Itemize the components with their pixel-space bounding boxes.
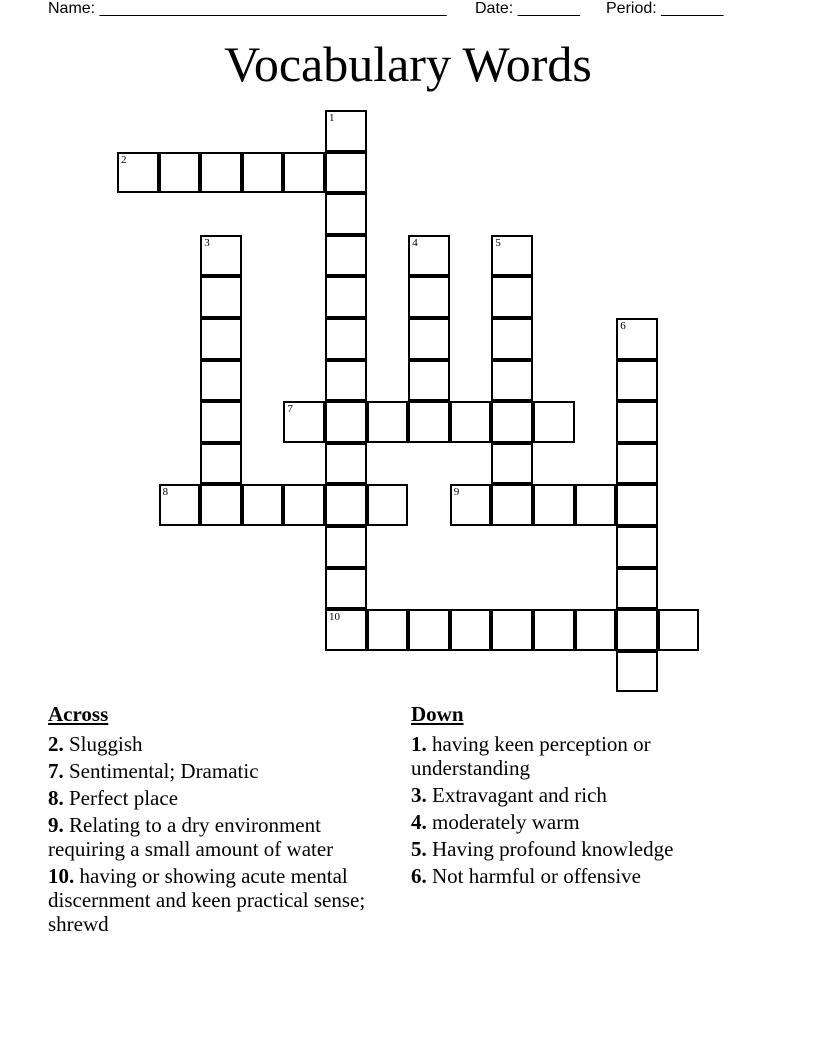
clue-across-9: 9. Relating to a dry environment requiring a small amount of water (48, 813, 334, 861)
clue-down-5: 5. Having profound knowledge (411, 837, 674, 861)
crossword-cell[interactable] (200, 484, 242, 526)
clue-across-7: 7. Sentimental; Dramatic (48, 759, 259, 783)
crossword-cell[interactable] (117, 152, 159, 194)
crossword-cell[interactable] (200, 443, 242, 485)
crossword-cell[interactable] (325, 443, 367, 485)
crossword-cell[interactable] (450, 609, 492, 651)
clue-down-3: 3. Extravagant and rich (411, 783, 607, 807)
crossword-cell[interactable] (325, 526, 367, 568)
clue-number: 2 (121, 153, 127, 166)
crossword-cell[interactable] (616, 609, 658, 651)
crossword-cell[interactable] (367, 401, 409, 443)
crossword-cell[interactable] (200, 318, 242, 360)
crossword-cell[interactable] (616, 484, 658, 526)
clue-across-8: 8. Perfect place (48, 786, 179, 810)
clue-number: 3 (204, 236, 210, 249)
clue-across-2: 2. Sluggish (48, 732, 143, 756)
crossword-cell[interactable] (200, 152, 242, 194)
crossword-cell[interactable] (491, 276, 533, 318)
crossword-cell[interactable] (658, 609, 700, 651)
clue-number: 10 (329, 611, 340, 624)
crossword-cell[interactable] (325, 401, 367, 443)
crossword-cell[interactable] (408, 401, 450, 443)
across-clues (48, 702, 393, 939)
crossword-cell[interactable] (616, 568, 658, 610)
crossword-cell[interactable] (616, 526, 658, 568)
crossword-cell[interactable] (616, 318, 658, 360)
crossword-cell[interactable] (533, 484, 575, 526)
crossword-cell[interactable] (575, 609, 617, 651)
across-heading: Across (48, 702, 109, 726)
crossword-cell[interactable] (408, 360, 450, 402)
crossword-cell[interactable] (200, 360, 242, 402)
crossword-cell[interactable] (575, 484, 617, 526)
down-clues (411, 702, 741, 891)
crossword-cell[interactable] (616, 401, 658, 443)
crossword-cell[interactable] (533, 401, 575, 443)
clue-down-6: 6. Not harmful or offensive (411, 864, 641, 888)
crossword-cell[interactable] (283, 401, 325, 443)
clue-number: 6 (620, 320, 626, 332)
crossword-cell[interactable] (200, 235, 242, 277)
clue-number: 9 (453, 486, 460, 499)
crossword-cell[interactable] (325, 193, 367, 235)
crossword-cell[interactable] (491, 401, 533, 443)
clue-down-4: 4. moderately warm (411, 810, 580, 834)
crossword-cell[interactable] (325, 609, 367, 651)
date-label: Date: _______ (475, 0, 580, 17)
crossword-cell[interactable] (325, 484, 367, 526)
crossword-cell[interactable] (200, 401, 242, 443)
crossword-cell[interactable] (367, 609, 409, 651)
period-label: Period: _______ (606, 0, 724, 17)
crossword-cell[interactable] (616, 360, 658, 402)
crossword-cell[interactable] (159, 484, 201, 526)
crossword-cell[interactable] (325, 318, 367, 360)
clue-number: 7 (287, 403, 293, 416)
crossword-cell[interactable] (200, 276, 242, 318)
crossword-cell[interactable] (159, 152, 201, 194)
crossword-cell[interactable] (450, 484, 492, 526)
crossword-cell[interactable] (408, 609, 450, 651)
crossword-cell[interactable] (325, 568, 367, 610)
clue-across-10: 10. having or showing acute mental discernment and keen practical sense; shrewd (48, 864, 366, 936)
down-heading: Down (411, 702, 464, 726)
clue-number: 5 (495, 236, 501, 249)
crossword-cell[interactable] (283, 484, 325, 526)
crossword-cell[interactable] (450, 401, 492, 443)
crossword-cell[interactable] (325, 360, 367, 402)
crossword-cell[interactable] (408, 318, 450, 360)
page-title: Vocabulary Words (224, 36, 592, 92)
clue-number: 1 (329, 112, 335, 124)
crossword-cell[interactable] (325, 110, 367, 152)
crossword-cell[interactable] (491, 443, 533, 485)
crossword-cell[interactable] (408, 235, 450, 277)
crossword-cell[interactable] (616, 443, 658, 485)
clue-down-1: 1. having keen perception or understanding (411, 732, 651, 780)
crossword-cell[interactable] (325, 276, 367, 318)
crossword-cell[interactable] (491, 318, 533, 360)
crossword-cell[interactable] (616, 651, 658, 693)
crossword-cell[interactable] (491, 235, 533, 277)
crossword-cell[interactable] (283, 152, 325, 194)
crossword-cell[interactable] (325, 235, 367, 277)
crossword-cell[interactable] (491, 609, 533, 651)
crossword-cell[interactable] (491, 360, 533, 402)
crossword-cell[interactable] (408, 276, 450, 318)
crossword-cell[interactable] (325, 152, 367, 194)
name-label: Name: _______________________________________ (48, 0, 447, 17)
crossword-cell[interactable] (242, 152, 284, 194)
clue-number: 4 (412, 236, 418, 249)
crossword-cell[interactable] (491, 484, 533, 526)
crossword-cell[interactable] (533, 609, 575, 651)
crossword-cell[interactable] (367, 484, 409, 526)
clue-number: 8 (162, 486, 169, 499)
crossword-cell[interactable] (242, 484, 284, 526)
